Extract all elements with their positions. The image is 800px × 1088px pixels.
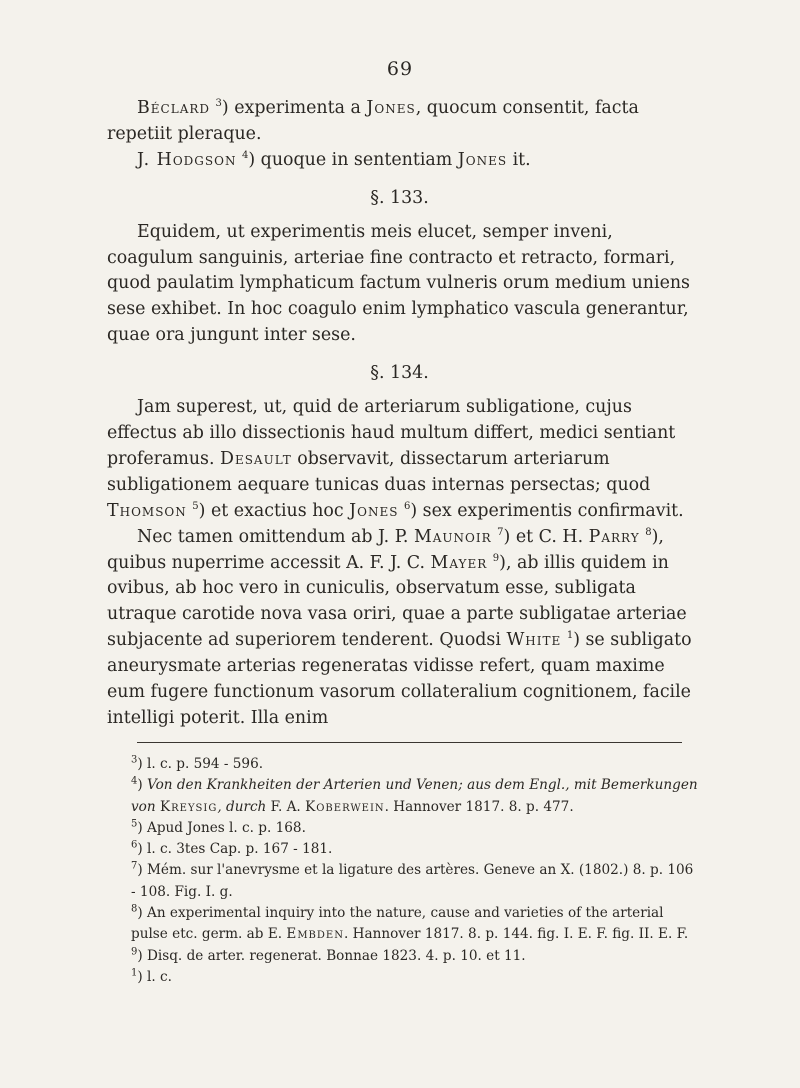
paragraph-133: Equidem, ut experimentis meis elucet, semper inveni, coagulum sanguinis, arteriae fine contracto et retracto, formari, quod paulatim lymphaticum factum vulneris orum medium uniens sese exhibet. In hoc coagulo enim lymphatico vascula generantur, quae ora jungunt inter sese. bbox=[107, 221, 690, 346]
paragraph-maunoir: Nec tamen omittendum ab J. P. Maunoir $^7$) et C. H. Parry $^8$), quibus nuperrime accessit A. F. J. C. Mayer $^9$), ab illis quidem in ovibus, ab hoc vero in cuniculis, observatum esse, subligata utraque carotide nova vasa oriri, quae a parte subligatae arteriae subjacente ad superiorem tenderent. Quodsi White $^1$) se subligato aneurysmate arterias regeneratas vidisse refert, quam maxime eum fugere functionum vasorum collateralium cognitionem, facile intelligi poterit. Illa enim bbox=[107, 526, 692, 728]
text-run: it. bbox=[507, 149, 531, 170]
footnote-text: l. c. p. 594 - 596. bbox=[142, 756, 264, 772]
footnote-1: $^1$) l. c. bbox=[131, 967, 172, 985]
author-maunoir: Maunoir bbox=[413, 526, 492, 547]
author-parry: Parry bbox=[588, 526, 640, 547]
footnote-mark: 5 bbox=[131, 818, 138, 830]
footnote-divider bbox=[137, 742, 682, 743]
footnote-title: Von den Krankheiten der Arterien und Venen; aus dem Engl., mit Bemerkungen von bbox=[131, 777, 698, 815]
author-hodgson: J. Hodgson bbox=[137, 149, 237, 170]
note-ref-5: 5 bbox=[192, 500, 199, 512]
footnote-3: $^3$) l. c. p. 594 - 596. bbox=[131, 754, 264, 772]
footnote-text: , durch bbox=[217, 798, 267, 815]
note-ref-9: 9 bbox=[492, 552, 500, 564]
section-heading-133: §. 133. bbox=[370, 187, 429, 208]
footnote-text: Disq. de arter. regenerat. Bonnae 1823. 4. p. 10. et 11. bbox=[142, 947, 526, 964]
text-run: , ab illis quidem in ovibus, ab hoc vero in cuniculis, observatum esse, subligata utraque carotide nova vasa oriri, quae a parte subligatae arteriae subjacente ad superiorem tenderent. Quodsi bbox=[107, 552, 687, 651]
footnote-text: . Hannover 1817. 8. p. 477. bbox=[384, 798, 574, 815]
footnote-text: l. c. 3tes Cap. p. 167 - 181. bbox=[142, 841, 333, 858]
footnote-8: $^8$) An experimental inquiry into the nature, cause and varieties of the arterial pulse etc. germ. ab E. Embden. Hannover 1817. 8. p. 144. fig. I. E. F. fig. II. E. F. bbox=[131, 903, 689, 943]
text-run: observavit, dissectarum arteriarum subligationem aequare tunicas duas internas persectas; quod bbox=[107, 448, 651, 495]
text-run: , quocum consentit, facta repetiit pleraque. bbox=[107, 98, 639, 144]
text-run: Jam superest, ut, quid de arteriarum subligatione, cujus effectus ab illo dissectionis haud multum differt, medici sentiant proferamus. bbox=[107, 397, 676, 469]
text-run: se subligato aneurysmate arterias regeneratas vidisse refert, quam maxime eum fugere functionum vasorum collateralium cognitionem, facile intelligi poterit. Illa enim bbox=[107, 630, 692, 728]
paragraph-hodgson: J. Hodgson $^4$) quoque in sententiam Jones it. bbox=[137, 149, 531, 170]
footnote-9: $^9$) Disq. de arter. regenerat. Bonnae 1823. 4. p. 10. et 11. bbox=[131, 946, 526, 964]
note-ref-8: 8 bbox=[645, 526, 652, 538]
text-run: experimenta a bbox=[228, 98, 367, 118]
footnote-mark: 1 bbox=[131, 967, 138, 979]
paragraph-134: Jam superest, ut, quid de arteriarum subligatione, cujus effectus ab illo dissectionis haud multum differt, medici sentiant proferamus. Desault observavit, dissectarum arteriarum subligationem aequare tunicas duas internas persectas; quod Thomson $^5$) et exactius hoc Jones $^6$) sex experimentis confirmavit. bbox=[107, 397, 684, 521]
author-jones: Jones bbox=[349, 500, 399, 521]
main-text bbox=[107, 96, 692, 732]
footnote-mark: 6 bbox=[131, 839, 138, 851]
footnote-author: Embden bbox=[286, 926, 344, 943]
note-ref-1: 1 bbox=[566, 630, 574, 642]
text-run: et exactius hoc bbox=[205, 500, 350, 521]
author-jones: Jones bbox=[366, 98, 416, 118]
text-run: et C. H. bbox=[510, 526, 589, 547]
author-mayer: Mayer bbox=[430, 552, 488, 573]
footnote-mark: 4 bbox=[131, 775, 138, 787]
note-ref-3: 3 bbox=[215, 98, 222, 110]
footnote-mark: 7 bbox=[131, 860, 138, 872]
footnote-text: l. c. bbox=[142, 968, 172, 985]
footnote-text: An experimental inquiry into the nature, cause and varieties of the arterial pulse etc. germ. ab E. bbox=[131, 905, 664, 943]
text-run: sex experimentis confirmavit. bbox=[417, 500, 684, 521]
text-run: quoque in sententiam bbox=[255, 149, 458, 170]
section-heading-134: §. 134. bbox=[370, 363, 429, 384]
author-white: White bbox=[506, 630, 562, 651]
note-ref-4: 4 bbox=[241, 150, 249, 162]
note-ref-7: 7 bbox=[497, 526, 504, 538]
footnote-text: Mém. sur l'anevrysme et la ligature des artères. Geneve an X. (1802.) 8. p. 106 - 108. Fig. I. g. bbox=[131, 862, 694, 900]
author-beclard: Béclard bbox=[137, 98, 211, 118]
footnote-mark: 3 bbox=[131, 754, 138, 766]
page-number: 69 bbox=[386, 58, 414, 80]
author-jones: Jones bbox=[457, 149, 508, 170]
note-ref-6: 6 bbox=[403, 500, 411, 512]
author-desault: Desault bbox=[220, 448, 292, 469]
footnotes bbox=[111, 754, 701, 988]
footnote-5: $^5$) Apud Jones l. c. p. 168. bbox=[131, 818, 306, 836]
paragraph-beclard: Béclard $^3$) experimenta a Jones, quocum consentit, facta repetiit pleraque. bbox=[107, 98, 639, 144]
footnote-4: $^4$) Von den Krankheiten der Arterien und Venen; aus dem Engl., mit Bemerkungen von Kreysig, durch F. A. Koberwein. Hannover 1817. 8. p. 477. bbox=[131, 775, 698, 815]
footnote-author: Kreysig bbox=[159, 798, 218, 815]
footnote-mark: 9 bbox=[131, 946, 138, 958]
footnote-7: $^7$) Mém. sur l'anevrysme et la ligature des artères. Geneve an X. (1802.) 8. p. 106 - 108. Fig. I. g. bbox=[131, 860, 694, 900]
footnote-6: $^6$) l. c. 3tes Cap. p. 167 - 181. bbox=[131, 839, 333, 858]
footnote-text: Apud Jones l. c. p. 168. bbox=[142, 819, 306, 836]
text-run: Nec tamen omittendum ab J. P. bbox=[137, 526, 414, 547]
footnote-text: . Hannover 1817. 8. p. 144. fig. I. E. F. fig. II. E. F. bbox=[343, 926, 689, 943]
footnote-mark: 8 bbox=[131, 903, 138, 915]
text-run: , quibus nuperrime accessit A. F. J. C. bbox=[107, 526, 664, 573]
footnote-text: F. A. bbox=[266, 798, 306, 815]
footnote-author: Koberwein bbox=[305, 798, 385, 815]
author-thomson: Thomson bbox=[107, 500, 187, 521]
